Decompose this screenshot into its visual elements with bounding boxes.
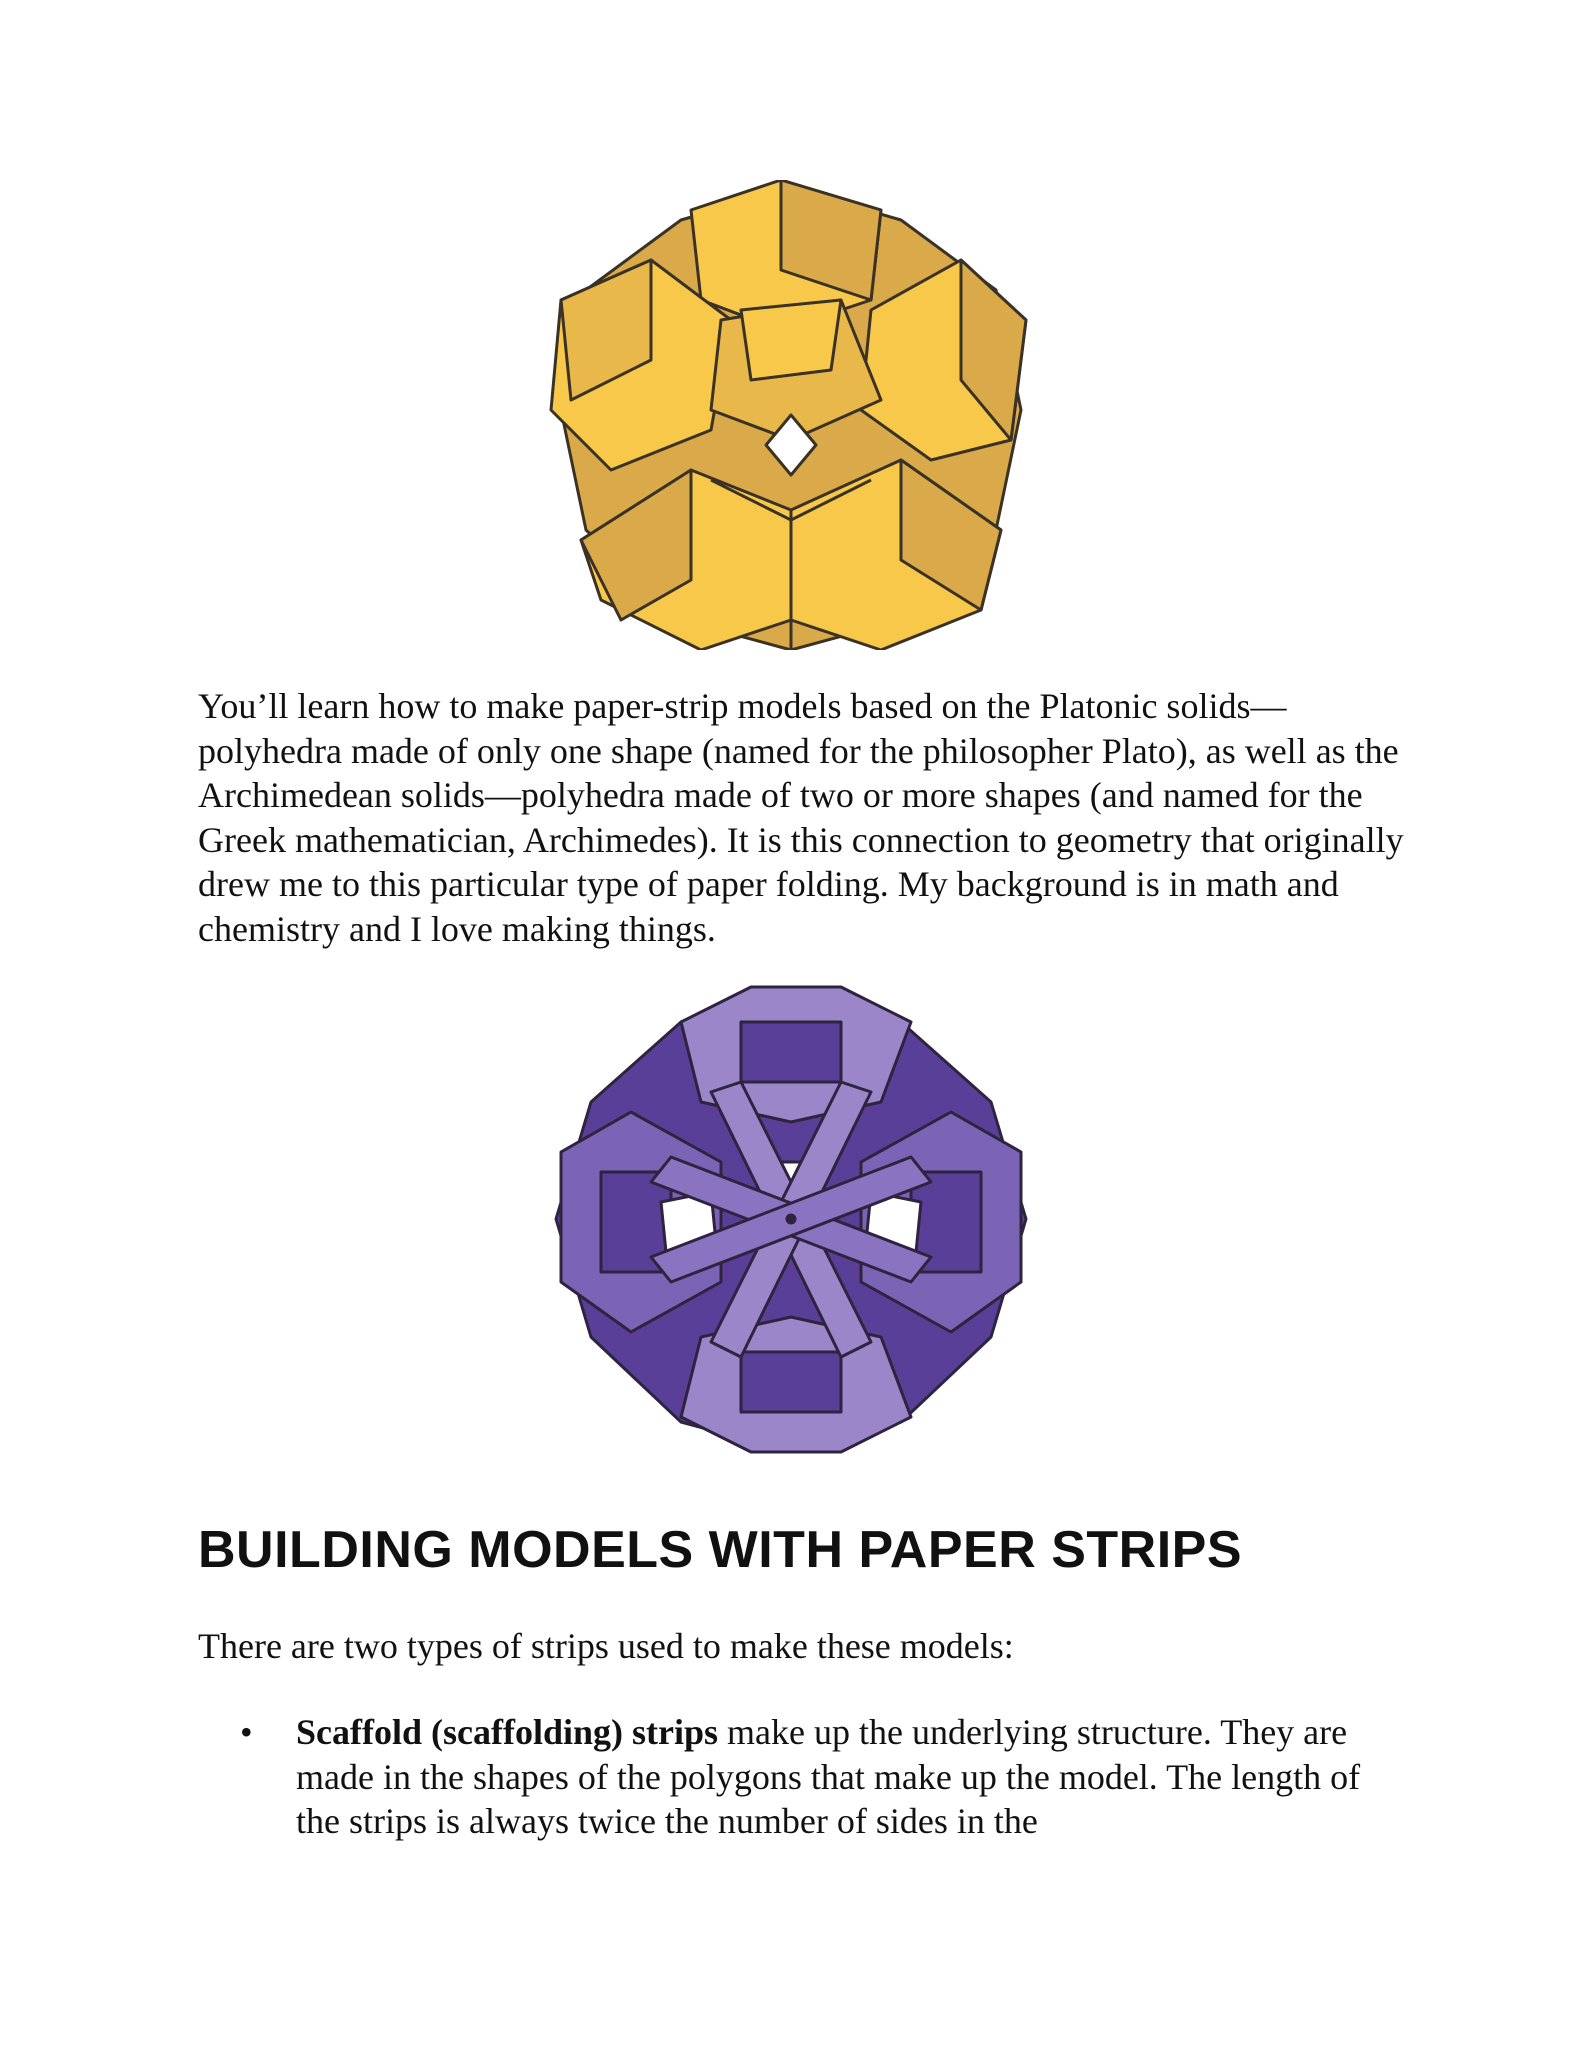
bullet-marker: •: [240, 1712, 253, 1752]
purple-polyhedron-image: [541, 982, 1041, 1457]
purple-polyhedron-figure: [541, 982, 1041, 1457]
bullet-term: Scaffold (scaffolding) strips: [296, 1712, 718, 1752]
section-heading: BUILDING MODELS WITH PAPER STRIPS: [198, 1521, 1243, 1579]
gold-polyhedron-image: [541, 180, 1041, 650]
strip-types-list: [198, 1710, 1378, 1844]
gold-polyhedron-figure: [541, 180, 1041, 650]
bullet-description: make up the underlying structure. They are made in the shapes of the polygons that make up the model. The length of the strips is always twice the number of sides in the: [296, 1712, 1361, 1841]
intro-paragraph: You’ll learn how to make paper-strip models based on the Platonic solids— polyhedra made of only one shape (named for the philosopher Plato), as well as the Archimedean solids—polyhedra made of two or more shapes (and named for the Greek mathematician, Archimedes). It is this connection to geometry that originally drew me to this particular type of paper folding. My background is in math and chemistry and I love making things.: [198, 686, 1404, 949]
list-item: [198, 1710, 1378, 1844]
strip-types-intro: There are two types of strips used to make these models:: [198, 1626, 1014, 1666]
